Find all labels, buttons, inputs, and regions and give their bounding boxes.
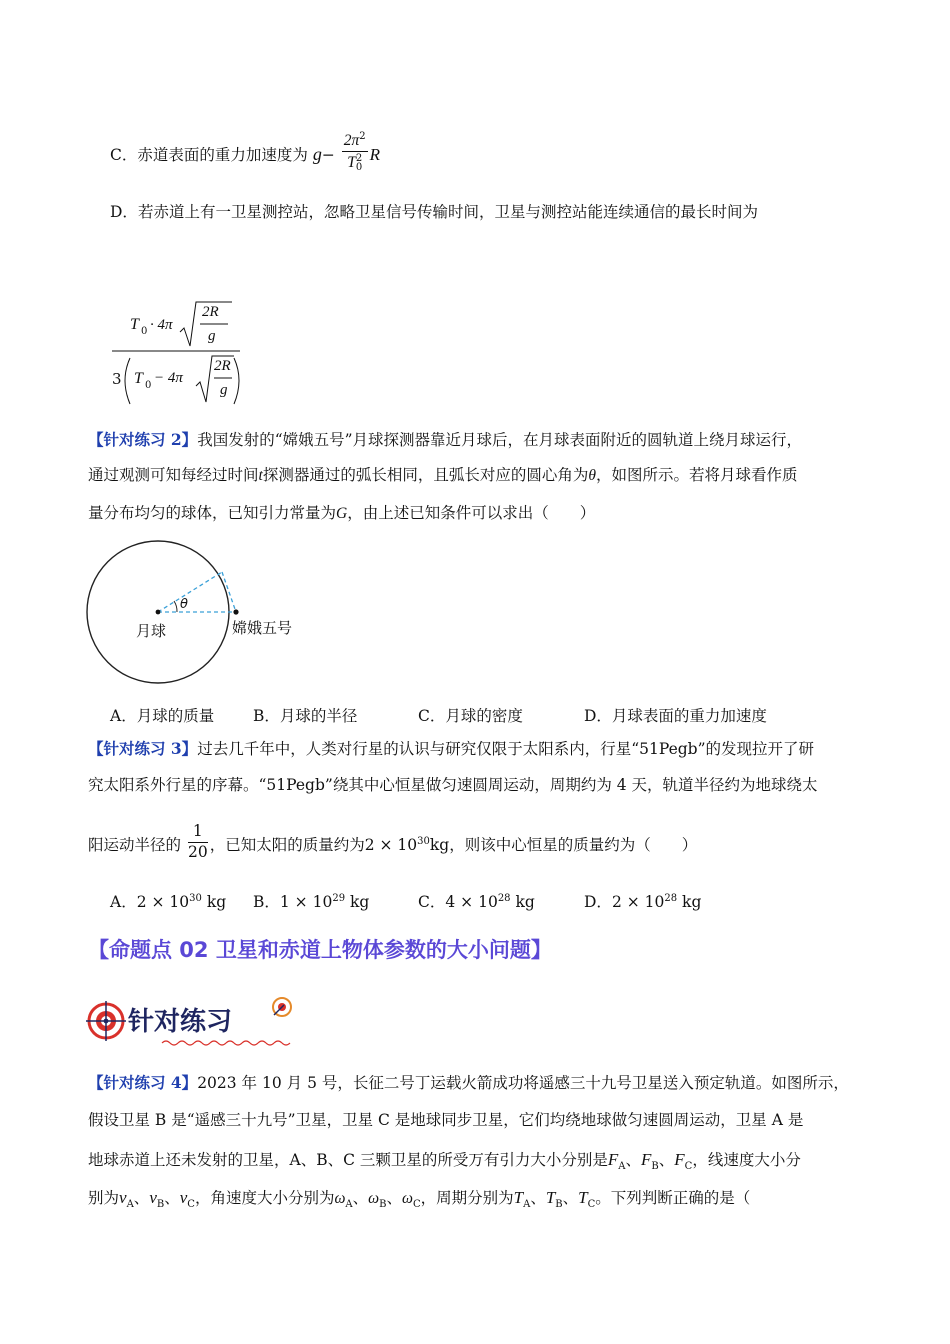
satellite-label: 嫦娥五号 (232, 619, 293, 637)
q3-option-c[interactable]: C．$4 \times 10^{28}$ kg (418, 892, 535, 911)
badge-text: 针对练习 (128, 1007, 233, 1037)
angle-label: θ (180, 597, 188, 612)
fraction: $\frac{1}{20}$ (187, 822, 208, 861)
q2-line-2: 通过观测可知每经过时间t探测器通过的弧长相同，且弧长对应的圆心角为θ，如图所示。若将月球看作质 (88, 466, 798, 484)
q3-option-a[interactable]: A．$2 \times 10^{30}$ kg (110, 892, 227, 911)
moon-orbit-figure (84, 540, 314, 688)
option-d: D．若赤道上有一卫星测控站，忽略卫星信号传输时间，卫星与测控站能连续通信的最长时间为 (110, 203, 758, 221)
q3-option-b[interactable]: B．$1 \times 10^{29}$ kg (253, 892, 370, 911)
q2-option-a[interactable]: A．月球的质量 (110, 707, 215, 725)
q2-line-1: 【针对练习 2】我国发射的“嫦娥五号”月球探测器靠近月球后，在月球表面附近的圆轨道上绕月球运行， (88, 430, 803, 449)
moon-diagram (84, 540, 314, 688)
q2-option-b[interactable]: B．月球的半径 (253, 707, 358, 725)
q2-line-3: 量分布均匀的球体，已知引力常量为G，由上述已知条件可以求出（ ） (88, 504, 596, 522)
moon-label: 月球 (136, 622, 167, 640)
q3-line-2: 究太阳系外行星的序幕。“51Pegb”绕其中心恒星做匀速圆周运动，周期约为 4 天，轨道半径约为地球绕太 (88, 776, 818, 794)
q4-line-2: 假设卫星 B 是“遥感三十九号”卫星，卫星 C 是地球同步卫星，它们均绕地球做匀速圆周运动，卫星 A 是 (88, 1111, 804, 1129)
q4-line-3: 地球赤道上还未发射的卫星，A、B、C 三颗卫星的所受万有引力大小分别是$F_A$、$F_B$、$F_C$，线速度大小分 (88, 1150, 801, 1173)
practice-badge (84, 993, 304, 1049)
q3-line-1: 【针对练习 3】过去几千年中，人类对行星的认识与研究仅限于太阳系内，行星“51Pegb”的发现拉开了研 (88, 739, 815, 758)
q3-line-3: 阳运动半径的 $\frac{1}{20}$ ，已知太阳的质量约为$2 \times 10^{30}kg$，则该中心恒星的质量约为（ ） (88, 822, 698, 861)
fraction: $2\pi^2$ T 2 0 (343, 131, 366, 173)
q2-tag: 【针对练习 2】 (88, 430, 198, 449)
q4-tag: 【针对练习 4】 (88, 1073, 198, 1092)
q2-option-c[interactable]: C．月球的密度 (418, 707, 523, 725)
q3-option-d[interactable]: D．$2 \times 10^{28}$ kg (584, 892, 702, 911)
option-c: C．赤道表面的重力加速度为 g− $2\pi^2$ T 2 0 R (110, 131, 381, 173)
q4-line-1: 【针对练习 4】2023 年 10 月 5 号，长征二号丁运载火箭成功将遥感三十九号卫星送入预定轨道。如图所示， (88, 1073, 849, 1092)
formula-max-time: T 0 · 4π 2R g 3 T 0 − 4π 2R g (110, 298, 242, 408)
q2-option-d[interactable]: D．月球表面的重力加速度 (584, 707, 767, 725)
q4-line-4: 别为$v_A$、$v_B$、$v_C$，角速度大小分别为$\omega_A$、$\omega_B$、$\omega_C$，周期分别为$T_A$、$T_B$、$T_C$。下列判断正确的是（ (88, 1188, 751, 1211)
q3-tag: 【针对练习 3】 (88, 739, 198, 758)
section-heading: 【命题点 02 卫星和赤道上物体参数的大小问题】 (88, 938, 552, 962)
